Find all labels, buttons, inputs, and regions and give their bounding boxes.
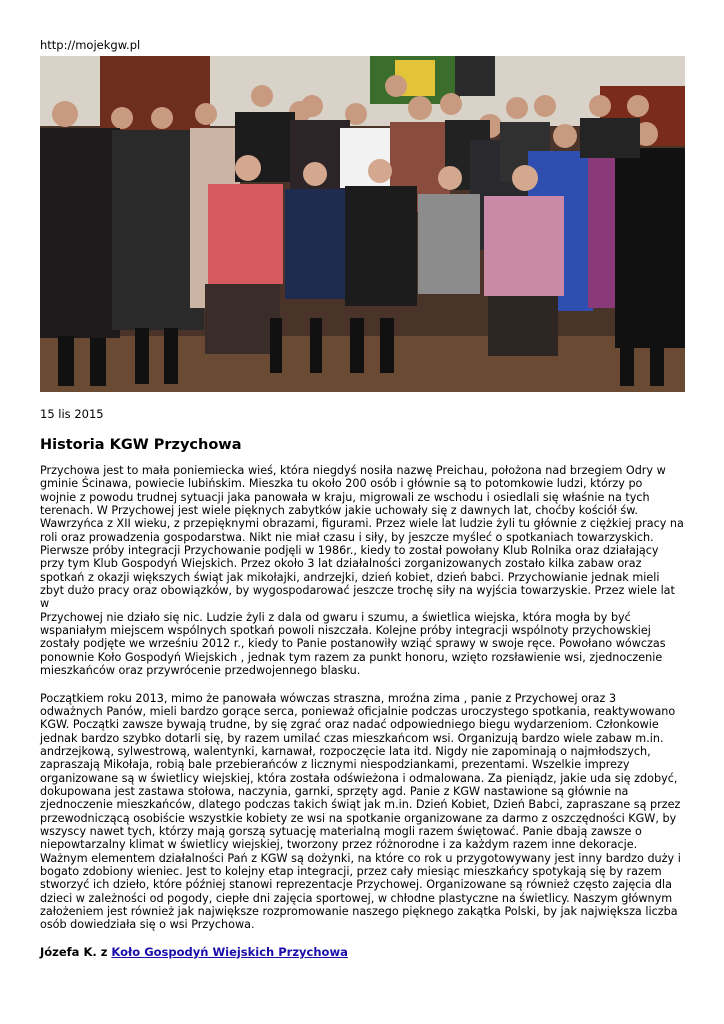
signature-author: Józefa K. z xyxy=(40,944,112,959)
group-photo xyxy=(40,56,685,392)
article-paragraph-1: Przychowa jest to mała poniemiecka wieś, która niegdyś nosiła nazwę Preichau, położona nad brzegiem Odry w gminie Ścinawa, powiecie lubińskim. Mieszka tu około 200 osób i głównie są to potomkowie ludzi, którzy po wojnie z powodu trudnej sytuacji jaka panowała w kraju, migrowali ze wschodu i osiedlali się właśnie na tych terenach. W Przychowej jest wiele pięknych zabytków jakie uchowały się z dawnych lat, choćby kościół św. Wawrzyńca z XII wieku, z przepięknymi obrazami, figurami. Przez wiele lat ludzie żyli tu głównie z ciężkiej pracy na roli oraz prowadzenia gospodarstwa. Nikt nie miał czasu i siły, by jeszcze myśleć o spotkaniach towarzyskich. Pierwsze próby integracji Przychowanie podjęli w 1986r., kiedy to został powołany Klub Rolnika oraz działający przy tym Klub Gospodyń Wiejskich. Przez około 3 lat działalności zorganizowanych zostało kilka zabaw oraz spotkań z okazji większych świąt jak mikołajki, andrzejki, dzień kobiet, dzień babci. Przychowianie jednak mieli zbyt dużo pracy oraz obowiązków, by wygospodarować jeszcze trochę siły na wyjścia towarzyskie. Przez wiele lat w Przychowej nie działo się nic. Ludzie żyli z dala od gwaru i szumu, a świetlica wiejska, która mogła by być wspaniałym miejscem wspólnych spotkań powoli niszczała. Kolejne próby integracji wspólnoty przychowskiej zostały podjęte we wrześniu 2012 r., kiedy to Panie postanowiły wziąć sprawy w swoje ręce. Powołano wówczas ponownie Koło Gospodyń Wiejskich , jednak tym razem za punkt honoru, wzięto rozsławienie wsi, zjednoczenie mieszkańców oraz przywrócenie przedwojennego blasku. xyxy=(40,464,684,678)
article-title: Historia KGW Przychowa xyxy=(40,437,242,453)
group-photo-image xyxy=(40,56,685,392)
article-date: 15 lis 2015 xyxy=(40,407,104,421)
page-url: http://mojekgw.pl xyxy=(40,38,141,52)
article-paragraph-2: Początkiem roku 2013, mimo że panowała wówczas straszna, mroźna zima , panie z Przychowej oraz 3 odważnych Panów, mieli bardzo gorące serca, ponieważ oficjalnie podczas uroczystego spotkania, reaktywowano KGW. Początki zawsze bywają trudne, by się zgrać oraz nadać odpowiedniego biegu wydarzeniom. Członkowie jednak bardzo szybko dotarli się, by razem umilać czas mieszkańcom wsi. Organizują bardzo wiele zabaw m.in. andrzejkową, sylwestrową, walentynki, karnawał, rozpoczęcie lata itd. Nigdy nie zapominają o najmłodszych, zapraszają Mikołaja, robią bale przebierańców z licznymi niespodziankami, prezentami. Wszelkie imprezy organizowane są w świetlicy wiejskiej, która została odświeżona i odmalowana. Za pieniądz, jakie uda się zdobyć, dokupowana jest zastawa stołowa, naczynia, garnki, sprzęty agd. Panie z KGW nastawione są głównie na zjednoczenie mieszkańców, dlatego podczas takich świąt jak m.in. Dzień Kobiet, Dzień Babci, zapraszane są przez przewodniczącą osobiście wszystkie kobiety ze wsi na spotkanie organizowane za darmo z oszczędności KGW, by wszyscy nawet tych, którzy mają gorszą sytuację materialną mogli razem świętować. Panie dbają zawsze o niepowtarzalny klimat w świetlicy wiejskiej, tworzony przez różnorodne i za każdym razem inne dekoracje. Ważnym elementem działalności Pań z KGW są dożynki, na które co rok u przygotowywany jest inny bardzo duży i bogato zdobiony wieniec. Jest to kolejny etap integracji, przez cały miesiąc mieszkańcy spotykają się by razem stworzyć ich dzieło, które później stanowi reprezentacje Przychowej. Organizowane są również często zajęcia dla dzieci w zależności od pogody, ciepłe dni zajęcia sportowej, w chłodne plastyczne na świetlicy. Naszym głównym założeniem jest również jak największe rozpromowanie naszego pięknego zakątka Polski, by jak największa liczba osób dowiedziała się o wsi Przychowa. xyxy=(40,691,681,932)
kgw-przychowa-link[interactable]: Koło Gospodyń Wiejskich Przychowa xyxy=(111,944,348,959)
article-signature xyxy=(40,945,685,959)
document-page xyxy=(40,38,685,959)
